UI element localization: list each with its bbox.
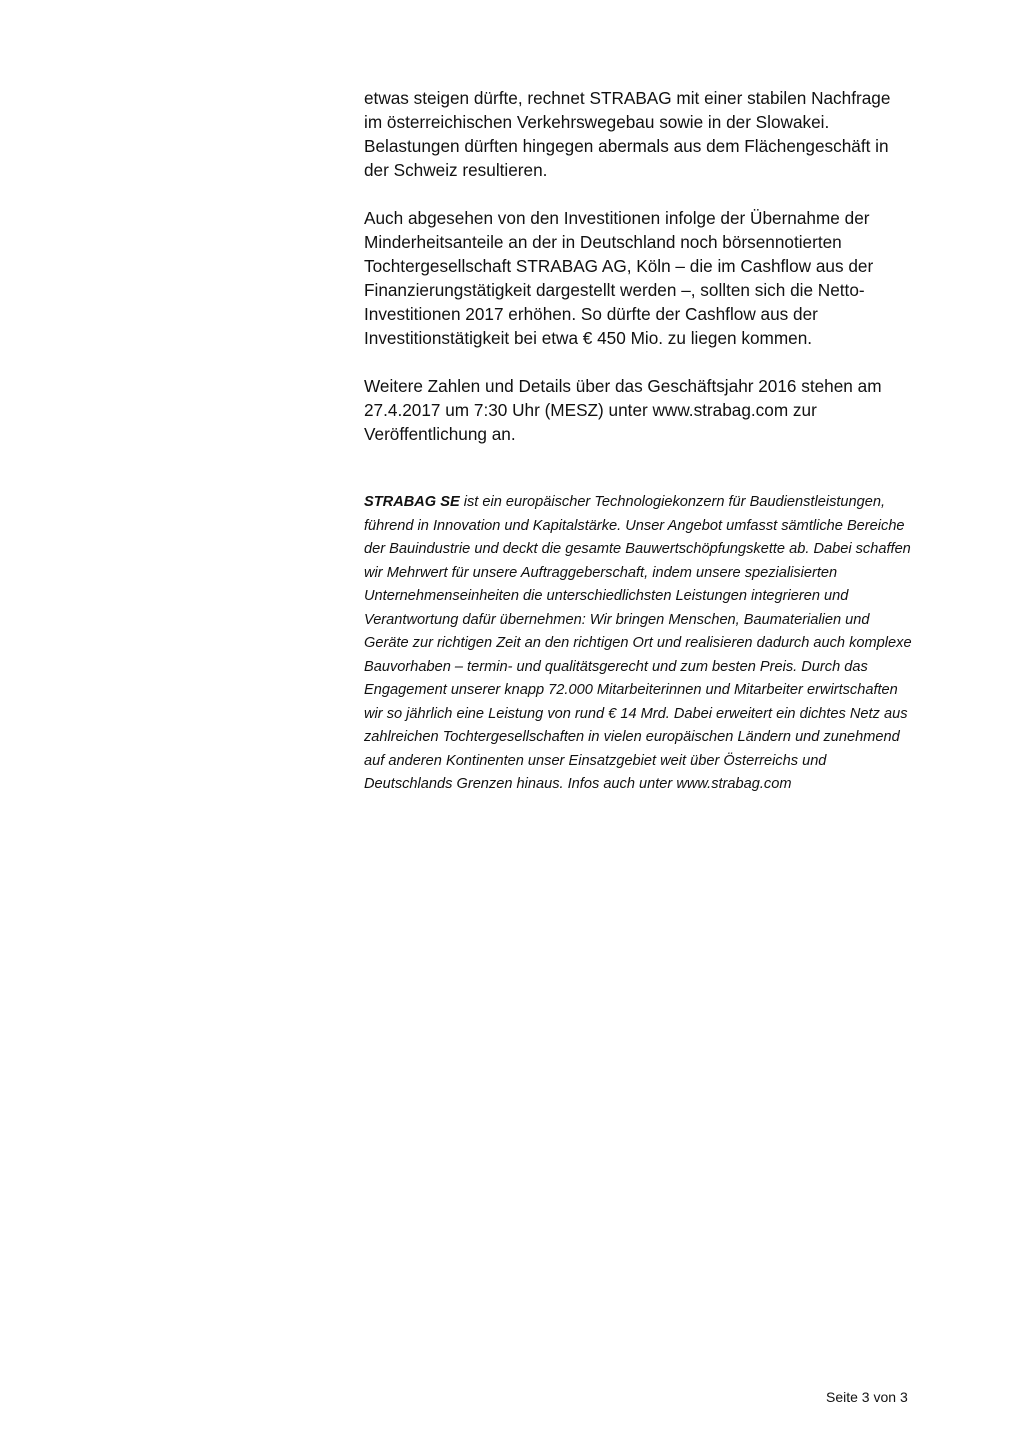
company-name: STRABAG SE: [364, 494, 460, 510]
company-boilerplate: [364, 491, 964, 797]
company-description: ist ein europäischer Technologiekonzern für Baudienstleistungen, führend in Innovation und Kapitalstärke. Unser Angebot umfasst sämtliche Bereiche der Bauindustrie und deckt die gesamte Bauwertschöpfungskette ab. Dabei schaffen wir Mehrwert für unsere Auftraggeberschaft, indem unsere spezialisierten Unternehmenseinheiten die unterschiedlichsten Leistungen integrieren und Verantwortung dafür übernehmen: Wir bringen Menschen, Baumaterialien und Geräte zur richtigen Zeit an den richtigen Ort und realisieren dadurch auch komplexe Bauvorhaben – termin- und qualitätsgerecht und zum besten Preis. Durch das Engagement unserer knapp 72.000 Mitarbeiterinnen und Mitarbeiter erwirtschaften wir so jährlich eine Leistung von rund € 14 Mrd. Dabei erweitert ein dichtes Netz aus zahlreichen Tochtergesellschaften in vielen europäischen Ländern und zunehmend auf anderen Kontinenten unser Einsatzgebiet weit über Österreichs und Deutschlands Grenzen hinaus. Infos auch unter www.strabag.com: [364, 494, 912, 792]
paragraph-investments: Auch abgesehen von den Investitionen infolge der Übernahme der Minderheitsanteile an der in Deutschland noch börsennotierten Tochtergesellschaft STRABAG AG, Köln – die im Cashflow aus der Finanzierungstätigkeit dargestellt werden –, sollten sich die Netto- Investitionen 2017 erhöhen. So dürfte der Cashflow aus der Investitionstätigkeit bei etwa € 450 Mio. zu liegen kommen.: [364, 208, 874, 348]
page-number: Seite 3 von 3: [826, 1389, 908, 1405]
body-text: [364, 86, 954, 446]
paragraph-further-details: Weitere Zahlen und Details über das Geschäftsjahr 2016 stehen am 27.4.2017 um 7:30 Uhr (MESZ) unter www.strabag.com zur Veröffentlichung an.: [364, 376, 882, 444]
paragraph-outlook-austria: etwas steigen dürfte, rechnet STRABAG mit einer stabilen Nachfrage im österreichischen Verkehrswegebau sowie in der Slowakei. Belastungen dürften hingegen abermals aus dem Flächengeschäft in der Schweiz resultieren.: [364, 88, 891, 180]
